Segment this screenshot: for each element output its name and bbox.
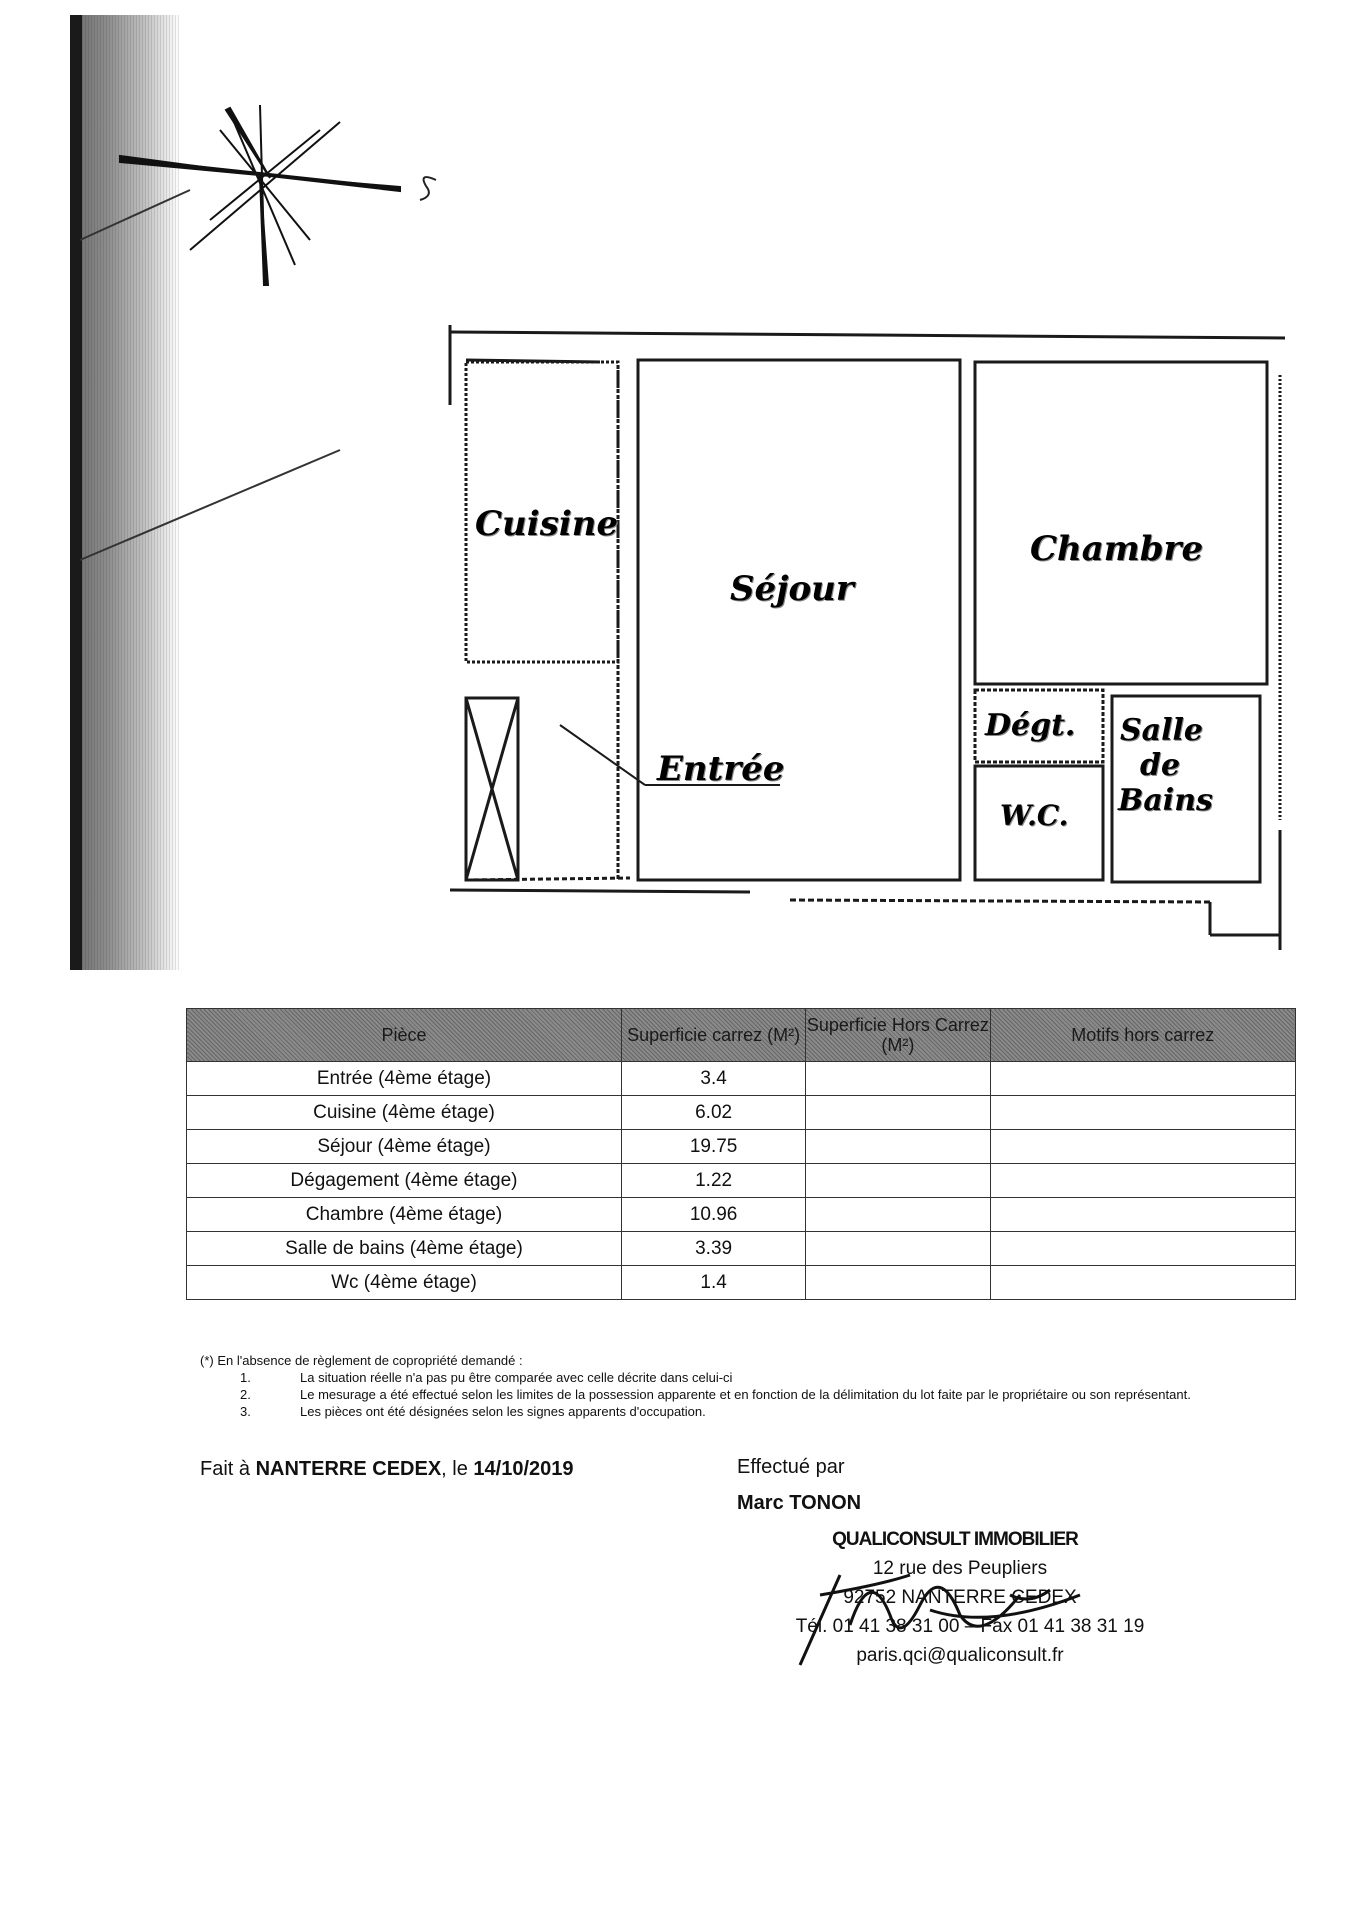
date-prefix: , le xyxy=(441,1458,474,1480)
room-label-sdb-2: de xyxy=(1140,748,1181,783)
room-label-degagement: Dégt. xyxy=(985,708,1076,743)
cell-piece: Entrée (4ème étage) xyxy=(187,1062,622,1096)
phone-line: Tél. 01 41 38 31 00 – Fax 01 41 38 31 19 xyxy=(795,1616,1145,1637)
date-value: 14/10/2019 xyxy=(473,1458,574,1480)
table-header-row xyxy=(187,1009,1296,1062)
cell-motifs xyxy=(990,1096,1295,1130)
room-label-wc: W.C. xyxy=(1000,799,1069,832)
company-name: QUALICONSULT IMMOBILIER xyxy=(832,1529,1078,1550)
cell-piece: Cuisine (4ème étage) xyxy=(187,1096,622,1130)
note-text: Les pièces ont été désignées selon les signes apparents d'occupation. xyxy=(300,1404,706,1419)
address-line-1: 12 rue des Peupliers xyxy=(872,1558,1048,1579)
cell-piece: Dégagement (4ème étage) xyxy=(187,1164,622,1198)
cell-hors-carrez xyxy=(806,1232,990,1266)
table-row xyxy=(187,1062,1296,1096)
notes-intro: (*) En l'absence de règlement de copropriété demandé : xyxy=(200,1353,523,1368)
note-text: La situation réelle n'a pas pu être comparée avec celle décrite dans celui-ci xyxy=(300,1370,733,1385)
cell-motifs xyxy=(990,1164,1295,1198)
cell-piece: Salle de bains (4ème étage) xyxy=(187,1232,622,1266)
note-number: 1. xyxy=(240,1370,251,1385)
cell-hors-carrez xyxy=(806,1130,990,1164)
header-hors-carrez: Superficie Hors Carrez (M²) xyxy=(806,1009,990,1062)
note-item xyxy=(200,1403,1250,1420)
handwritten-signature xyxy=(780,1555,1120,1675)
cell-motifs xyxy=(990,1130,1295,1164)
place-name: NANTERRE CEDEX xyxy=(255,1458,442,1480)
place-prefix: Fait à xyxy=(200,1458,256,1480)
room-label-chambre: Chambre xyxy=(1030,529,1204,569)
cell-carrez: 10.96 xyxy=(621,1198,805,1232)
header-carrez: Superficie carrez (M²) xyxy=(621,1009,805,1062)
note-item xyxy=(200,1369,1250,1386)
cell-carrez: 3.39 xyxy=(621,1232,805,1266)
floor-plan xyxy=(430,320,1290,960)
compass-north-label xyxy=(414,160,415,161)
room-label-sejour: Séjour xyxy=(730,569,854,609)
header-motifs: Motifs hors carrez xyxy=(990,1009,1295,1062)
notes-block xyxy=(200,1352,1250,1420)
cell-motifs xyxy=(990,1198,1295,1232)
cell-motifs xyxy=(990,1266,1295,1300)
table-row xyxy=(187,1198,1296,1232)
cell-motifs xyxy=(990,1062,1295,1096)
cell-carrez: 1.22 xyxy=(621,1164,805,1198)
cell-hors-carrez xyxy=(806,1096,990,1130)
cell-piece: Séjour (4ème étage) xyxy=(187,1130,622,1164)
cell-motifs xyxy=(990,1232,1295,1266)
done-by-label: Effectué par xyxy=(737,1456,845,1478)
email-line: paris.qci@qualiconsult.fr xyxy=(856,1645,1064,1666)
table-row xyxy=(187,1096,1296,1130)
note-number: 3. xyxy=(240,1404,251,1419)
room-label-cuisine: Cuisine xyxy=(475,504,619,544)
inspector-name: Marc TONON xyxy=(737,1492,862,1514)
header-piece: Pièce xyxy=(187,1009,622,1062)
room-label-sdb-1: Salle xyxy=(1120,713,1203,748)
note-item xyxy=(200,1386,1250,1403)
margin-guide-lines xyxy=(70,180,370,580)
cell-carrez: 19.75 xyxy=(621,1130,805,1164)
cell-hors-carrez xyxy=(806,1164,990,1198)
surface-table xyxy=(186,1008,1296,1300)
place-date-line xyxy=(200,1458,574,1481)
cell-carrez: 3.4 xyxy=(621,1062,805,1096)
table-row xyxy=(187,1266,1296,1300)
table-row xyxy=(187,1232,1296,1266)
table-row xyxy=(187,1164,1296,1198)
cell-hors-carrez xyxy=(806,1198,990,1232)
cell-hors-carrez xyxy=(806,1062,990,1096)
cell-carrez: 6.02 xyxy=(621,1096,805,1130)
cell-hors-carrez xyxy=(806,1266,990,1300)
note-number: 2. xyxy=(240,1387,251,1402)
cell-piece: Wc (4ème étage) xyxy=(187,1266,622,1300)
address-line-2: 92752 NANTERRE CEDEX xyxy=(843,1587,1077,1608)
table-row xyxy=(187,1130,1296,1164)
room-label-entree: Entrée xyxy=(657,749,785,789)
room-label-sdb-3: Bains xyxy=(1118,783,1213,818)
cell-carrez: 1.4 xyxy=(621,1266,805,1300)
cell-piece: Chambre (4ème étage) xyxy=(187,1198,622,1232)
note-text: Le mesurage a été effectué selon les limites de la possession apparente et en fonction de la délimitation du lot faite par le propriétaire ou son représentant. xyxy=(300,1387,1191,1402)
